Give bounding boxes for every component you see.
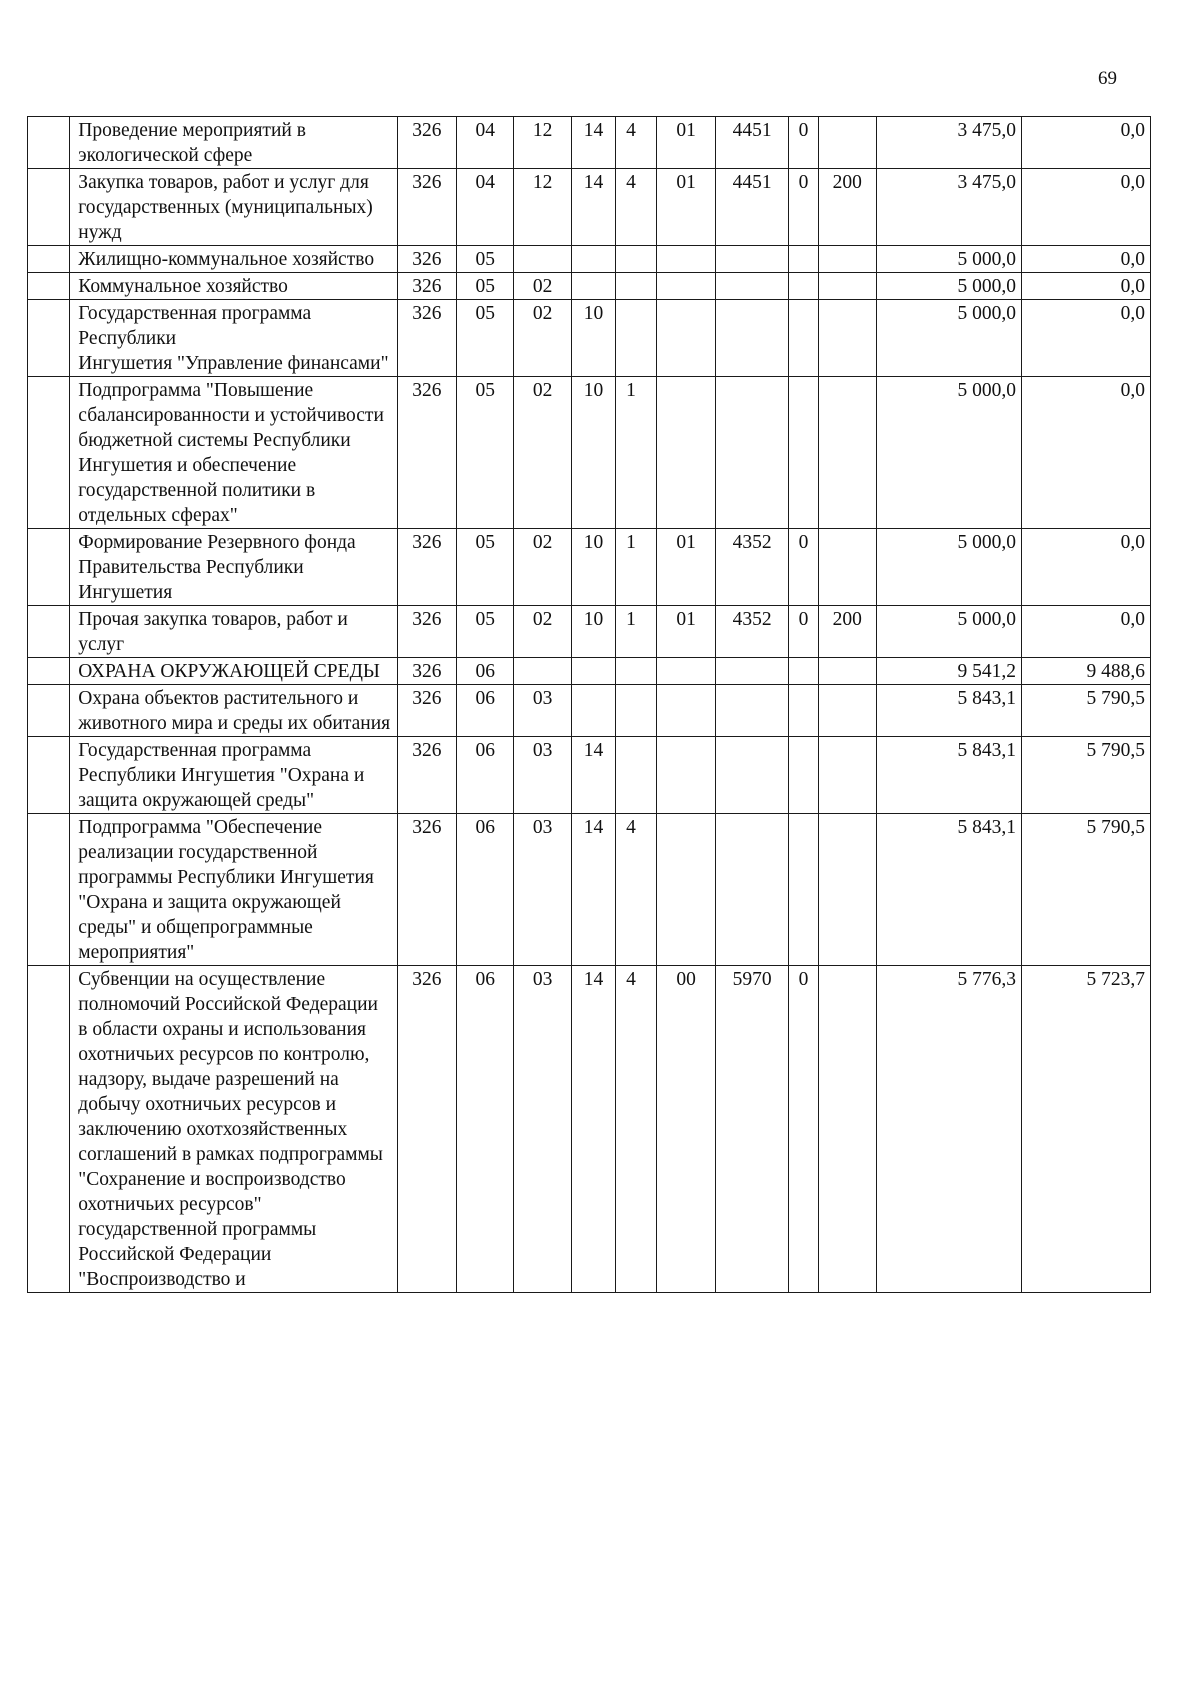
section-code-cell: 04 [457,117,514,169]
program-code-cell: 10 [571,529,615,606]
amount-second-year-cell: 0,0 [1022,273,1151,300]
main-event-code-cell: 01 [657,529,715,606]
section-code-cell: 05 [457,246,514,273]
table-row [28,966,1151,1293]
expense-type-code-cell [818,966,876,1293]
expense-type-code-cell [818,300,876,377]
main-event-code-cell [657,300,715,377]
subprogram-code-cell [616,246,657,273]
main-event-code-cell: 01 [657,606,715,658]
amount-first-year-cell: 5 000,0 [876,273,1021,300]
expense-type-code-cell [818,246,876,273]
page-number: 69 [1098,68,1117,89]
subprogram-code-cell: 4 [616,169,657,246]
subprogram-code-cell [616,273,657,300]
item-name-cell: Закупка товаров, работ и услуг для государственных (муниципальных) нужд [70,169,397,246]
program-code-cell: 10 [571,377,615,529]
amount-first-year-cell: 5 843,1 [876,814,1021,966]
main-event-code-cell [657,737,715,814]
item-name-cell: Коммунальное хозяйство [70,273,397,300]
ministry-code-cell: 326 [397,529,456,606]
row-index-cell [28,300,70,377]
item-name-cell: Подпрограмма "Обеспечение реализации государственной программы Республики Ингушетия "Охрана и защита окружающей среды" и общепрограммные мероприятия" [70,814,397,966]
table-row [28,606,1151,658]
direction-suffix-cell [789,300,818,377]
ministry-code-cell: 326 [397,117,456,169]
table-row [28,658,1151,685]
direction-suffix-cell [789,685,818,737]
program-code-cell: 10 [571,300,615,377]
row-index-cell [28,377,70,529]
ministry-code-cell: 326 [397,685,456,737]
section-code-cell: 05 [457,606,514,658]
section-code-cell: 06 [457,966,514,1293]
direction-code-cell: 5970 [715,966,789,1293]
direction-suffix-cell [789,377,818,529]
item-name-cell: Прочая закупка товаров, работ и услуг [70,606,397,658]
expense-type-code-cell [818,377,876,529]
row-index-cell [28,737,70,814]
item-name-cell: Формирование Резервного фонда Правительства Республики Ингушетия [70,529,397,606]
amount-first-year-cell: 5 000,0 [876,377,1021,529]
direction-code-cell: 4352 [715,606,789,658]
subsection-code-cell: 12 [514,169,571,246]
amount-first-year-cell: 3 475,0 [876,169,1021,246]
direction-suffix-cell: 0 [789,169,818,246]
row-index-cell [28,529,70,606]
subsection-code-cell: 03 [514,814,571,966]
ministry-code-cell: 326 [397,737,456,814]
direction-suffix-cell [789,814,818,966]
direction-suffix-cell: 0 [789,606,818,658]
row-index-cell [28,814,70,966]
program-code-cell [571,246,615,273]
row-index-cell [28,658,70,685]
row-index-cell [28,606,70,658]
expense-type-code-cell [818,117,876,169]
direction-code-cell: 4352 [715,529,789,606]
main-event-code-cell [657,273,715,300]
program-code-cell [571,658,615,685]
section-code-cell: 06 [457,737,514,814]
direction-suffix-cell: 0 [789,529,818,606]
direction-code-cell [715,273,789,300]
subprogram-code-cell [616,300,657,377]
ministry-code-cell: 326 [397,300,456,377]
direction-code-cell [715,300,789,377]
subsection-code-cell: 03 [514,685,571,737]
direction-code-cell: 4451 [715,169,789,246]
table-row [28,737,1151,814]
subsection-code-cell: 02 [514,300,571,377]
row-index-cell [28,966,70,1293]
subprogram-code-cell: 1 [616,377,657,529]
expense-type-code-cell: 200 [818,169,876,246]
main-event-code-cell: 01 [657,117,715,169]
table-row [28,117,1151,169]
direction-code-cell: 4451 [715,117,789,169]
item-name-cell: Охрана объектов растительного и животного мира и среды их обитания [70,685,397,737]
amount-second-year-cell: 0,0 [1022,117,1151,169]
direction-suffix-cell [789,737,818,814]
subprogram-code-cell: 4 [616,814,657,966]
direction-suffix-cell [789,658,818,685]
row-index-cell [28,169,70,246]
amount-first-year-cell: 5 000,0 [876,529,1021,606]
row-index-cell [28,246,70,273]
direction-suffix-cell [789,246,818,273]
table-row [28,273,1151,300]
subsection-code-cell: 02 [514,529,571,606]
program-code-cell [571,685,615,737]
section-code-cell: 05 [457,273,514,300]
expense-type-code-cell [818,685,876,737]
item-name-cell: Государственная программа Республики Ингушетия "Охрана и защита окружающей среды" [70,737,397,814]
expense-type-code-cell [818,658,876,685]
table-row [28,529,1151,606]
direction-code-cell [715,246,789,273]
subsection-code-cell [514,246,571,273]
ministry-code-cell: 326 [397,377,456,529]
direction-suffix-cell: 0 [789,966,818,1293]
row-index-cell [28,273,70,300]
table-row [28,377,1151,529]
subprogram-code-cell [616,685,657,737]
subsection-code-cell: 03 [514,966,571,1293]
amount-second-year-cell: 0,0 [1022,246,1151,273]
item-name-cell: ОХРАНА ОКРУЖАЮЩЕЙ СРЕДЫ [70,658,397,685]
direction-code-cell [715,737,789,814]
subsection-code-cell [514,658,571,685]
subprogram-code-cell: 1 [616,606,657,658]
section-code-cell: 06 [457,814,514,966]
expense-type-code-cell [818,273,876,300]
section-code-cell: 05 [457,529,514,606]
amount-second-year-cell: 5 790,5 [1022,814,1151,966]
program-code-cell: 10 [571,606,615,658]
main-event-code-cell: 00 [657,966,715,1293]
main-event-code-cell [657,685,715,737]
subsection-code-cell: 02 [514,606,571,658]
main-event-code-cell [657,658,715,685]
amount-second-year-cell: 5 790,5 [1022,685,1151,737]
subsection-code-cell: 12 [514,117,571,169]
main-event-code-cell [657,377,715,529]
amount-second-year-cell: 0,0 [1022,169,1151,246]
item-name-cell: Подпрограмма "Повышение сбалансированности и устойчивости бюджетной системы Республики Ингушетия и обеспечение государственной политики в отдельных сферах" [70,377,397,529]
amount-first-year-cell: 5 843,1 [876,685,1021,737]
program-code-cell [571,273,615,300]
main-event-code-cell [657,814,715,966]
amount-first-year-cell: 5 843,1 [876,737,1021,814]
direction-code-cell [715,685,789,737]
amount-first-year-cell: 5 000,0 [876,246,1021,273]
direction-code-cell [715,658,789,685]
ministry-code-cell: 326 [397,606,456,658]
ministry-code-cell: 326 [397,246,456,273]
main-event-code-cell: 01 [657,169,715,246]
direction-code-cell [715,377,789,529]
program-code-cell: 14 [571,966,615,1293]
amount-second-year-cell: 0,0 [1022,529,1151,606]
section-code-cell: 04 [457,169,514,246]
expense-type-code-cell [818,529,876,606]
item-name-cell: Государственная программа Республики Ингушетия "Управление финансами" [70,300,397,377]
section-code-cell: 06 [457,658,514,685]
subprogram-code-cell [616,658,657,685]
section-code-cell: 05 [457,377,514,529]
subsection-code-cell: 03 [514,737,571,814]
direction-code-cell [715,814,789,966]
amount-first-year-cell: 5 776,3 [876,966,1021,1293]
item-name-cell: Субвенции на осуществление полномочий Российской Федерации в области охраны и использования охотничьих ресурсов по контролю, надзору, выдаче разрешений на добычу охотничьих ресурсов и заключению охотхозяйственных соглашений в рамках подпрограммы "Сохранение и воспроизводство охотничьих ресурсов" государственной программы Российской Федерации "Воспроизводство и [70,966,397,1293]
amount-second-year-cell: 0,0 [1022,606,1151,658]
amount-first-year-cell: 5 000,0 [876,300,1021,377]
expense-type-code-cell: 200 [818,606,876,658]
subprogram-code-cell: 4 [616,117,657,169]
subprogram-code-cell [616,737,657,814]
direction-suffix-cell [789,273,818,300]
table-row [28,246,1151,273]
section-code-cell: 05 [457,300,514,377]
table-row [28,814,1151,966]
amount-first-year-cell: 3 475,0 [876,117,1021,169]
ministry-code-cell: 326 [397,658,456,685]
amount-second-year-cell: 5 790,5 [1022,737,1151,814]
program-code-cell: 14 [571,169,615,246]
expense-type-code-cell [818,814,876,966]
ministry-code-cell: 326 [397,814,456,966]
table-row [28,169,1151,246]
table-row [28,685,1151,737]
amount-first-year-cell: 5 000,0 [876,606,1021,658]
subprogram-code-cell: 1 [616,529,657,606]
budget-table [27,116,1151,1293]
subprogram-code-cell: 4 [616,966,657,1293]
program-code-cell: 14 [571,117,615,169]
subsection-code-cell: 02 [514,377,571,529]
table-row [28,300,1151,377]
program-code-cell: 14 [571,814,615,966]
table-body [28,117,1151,1293]
section-code-cell: 06 [457,685,514,737]
main-event-code-cell [657,246,715,273]
subsection-code-cell: 02 [514,273,571,300]
amount-second-year-cell: 9 488,6 [1022,658,1151,685]
item-name-cell: Жилищно-коммунальное хозяйство [70,246,397,273]
row-index-cell [28,117,70,169]
ministry-code-cell: 326 [397,273,456,300]
ministry-code-cell: 326 [397,966,456,1293]
program-code-cell: 14 [571,737,615,814]
amount-second-year-cell: 0,0 [1022,377,1151,529]
ministry-code-cell: 326 [397,169,456,246]
amount-second-year-cell: 5 723,7 [1022,966,1151,1293]
row-index-cell [28,685,70,737]
direction-suffix-cell: 0 [789,117,818,169]
amount-second-year-cell: 0,0 [1022,300,1151,377]
amount-first-year-cell: 9 541,2 [876,658,1021,685]
item-name-cell: Проведение мероприятий в экологической сфере [70,117,397,169]
expense-type-code-cell [818,737,876,814]
